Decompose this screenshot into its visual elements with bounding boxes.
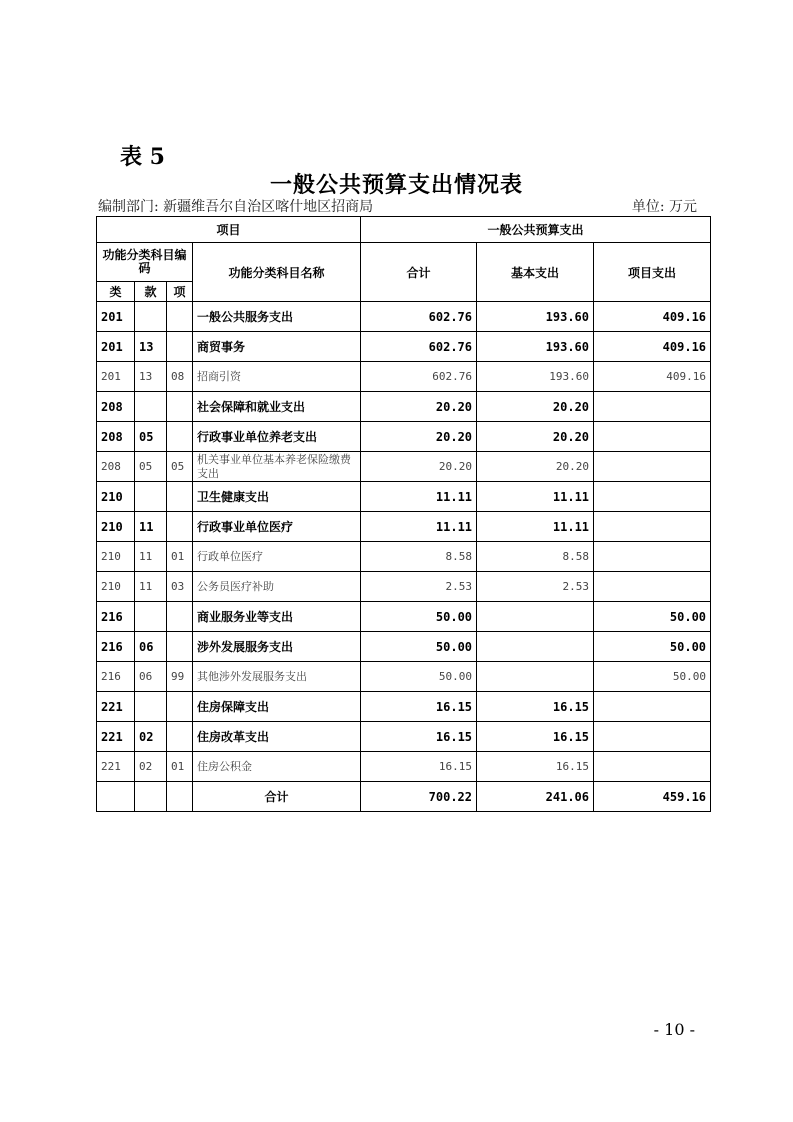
code-xiang	[167, 722, 193, 752]
item-name: 住房改革支出	[193, 722, 361, 752]
code-lei: 201	[97, 332, 135, 362]
total-empty-cell	[135, 782, 167, 812]
amount-project	[594, 512, 711, 542]
amount-project	[594, 722, 711, 752]
table-row	[97, 422, 711, 452]
code-kuan: 02	[135, 752, 167, 782]
code-kuan: 05	[135, 452, 167, 482]
total-empty-cell	[97, 782, 135, 812]
code-kuan: 13	[135, 362, 167, 392]
amount-total: 16.15	[361, 752, 477, 782]
amount-basic: 16.15	[477, 722, 594, 752]
code-kuan: 06	[135, 662, 167, 692]
amount-total: 16.15	[361, 722, 477, 752]
code-lei: 221	[97, 692, 135, 722]
table-row	[97, 302, 711, 332]
code-kuan: 11	[135, 542, 167, 572]
amount-basic: 16.15	[477, 692, 594, 722]
code-lei: 210	[97, 482, 135, 512]
header-project: 项目支出	[594, 243, 711, 302]
code-lei: 201	[97, 362, 135, 392]
budget-table	[96, 216, 711, 812]
amount-basic	[477, 632, 594, 662]
unit-label: 单位: 万元	[631, 199, 697, 215]
code-xiang: 03	[167, 572, 193, 602]
code-lei: 210	[97, 512, 135, 542]
item-name: 机关事业单位基本养老保险缴费支出	[193, 452, 361, 482]
code-xiang	[167, 512, 193, 542]
amount-basic: 11.11	[477, 482, 594, 512]
amount-total: 8.58	[361, 542, 477, 572]
total-label: 合计	[193, 782, 361, 812]
amount-total: 2.53	[361, 572, 477, 602]
code-kuan: 02	[135, 722, 167, 752]
total-empty-cell	[167, 782, 193, 812]
item-name: 住房公积金	[193, 752, 361, 782]
code-lei: 216	[97, 632, 135, 662]
header-kuan: 款	[135, 282, 167, 302]
item-name: 商贸事务	[193, 332, 361, 362]
table-row	[97, 572, 711, 602]
amount-project: 50.00	[594, 602, 711, 632]
amount-project	[594, 752, 711, 782]
amount-total: 11.11	[361, 482, 477, 512]
header-total: 合计	[361, 243, 477, 302]
item-name: 行政事业单位医疗	[193, 512, 361, 542]
amount-basic: 16.15	[477, 752, 594, 782]
header-code-group: 功能分类科目编码	[97, 243, 193, 282]
code-kuan: 11	[135, 572, 167, 602]
table-row	[97, 722, 711, 752]
amount-project	[594, 572, 711, 602]
amount-basic: 20.20	[477, 422, 594, 452]
code-lei: 201	[97, 302, 135, 332]
department-label: 编制部门: 新疆维吾尔自治区喀什地区招商局	[98, 199, 374, 215]
table-row	[97, 692, 711, 722]
amount-project	[594, 542, 711, 572]
code-kuan	[135, 302, 167, 332]
amount-project	[594, 692, 711, 722]
amount-basic: 193.60	[477, 332, 594, 362]
code-xiang	[167, 302, 193, 332]
table-row	[97, 482, 711, 512]
item-name: 卫生健康支出	[193, 482, 361, 512]
total-row	[97, 782, 711, 812]
item-name: 招商引资	[193, 362, 361, 392]
code-lei: 208	[97, 452, 135, 482]
amount-project	[594, 392, 711, 422]
code-lei: 216	[97, 662, 135, 692]
code-xiang	[167, 422, 193, 452]
item-name: 涉外发展服务支出	[193, 632, 361, 662]
amount-total: 16.15	[361, 692, 477, 722]
code-xiang	[167, 632, 193, 662]
code-kuan	[135, 602, 167, 632]
header-budget: 一般公共预算支出	[361, 217, 711, 243]
amount-basic: 20.20	[477, 392, 594, 422]
table-row	[97, 602, 711, 632]
item-name: 行政单位医疗	[193, 542, 361, 572]
amount-basic: 193.60	[477, 362, 594, 392]
amount-project: 50.00	[594, 632, 711, 662]
amount-project	[594, 422, 711, 452]
table-row	[97, 512, 711, 542]
code-kuan: 13	[135, 332, 167, 362]
header-basic: 基本支出	[477, 243, 594, 302]
code-kuan	[135, 392, 167, 422]
amount-basic: 11.11	[477, 512, 594, 542]
header-name: 功能分类科目名称	[193, 243, 361, 302]
code-kuan: 06	[135, 632, 167, 662]
amount-total: 602.76	[361, 332, 477, 362]
code-lei: 210	[97, 542, 135, 572]
item-name: 行政事业单位养老支出	[193, 422, 361, 452]
amount-project: 50.00	[594, 662, 711, 692]
code-xiang	[167, 602, 193, 632]
code-xiang	[167, 482, 193, 512]
code-kuan	[135, 482, 167, 512]
table-row	[97, 752, 711, 782]
amount-total: 50.00	[361, 632, 477, 662]
amount-total: 11.11	[361, 512, 477, 542]
amount-project	[594, 482, 711, 512]
code-kuan: 11	[135, 512, 167, 542]
table-row	[97, 452, 711, 482]
code-lei: 221	[97, 752, 135, 782]
amount-total: 20.20	[361, 422, 477, 452]
amount-total: 50.00	[361, 662, 477, 692]
item-name: 商业服务业等支出	[193, 602, 361, 632]
amount-basic: 2.53	[477, 572, 594, 602]
amount-total: 602.76	[361, 362, 477, 392]
table-number: 表 5	[120, 144, 165, 170]
table-row	[97, 632, 711, 662]
code-xiang	[167, 692, 193, 722]
code-lei: 216	[97, 602, 135, 632]
total-amount: 700.22	[361, 782, 477, 812]
amount-basic	[477, 662, 594, 692]
amount-total: 20.20	[361, 392, 477, 422]
amount-project: 409.16	[594, 362, 711, 392]
page-number: - 10 -	[653, 1020, 695, 1039]
amount-basic: 8.58	[477, 542, 594, 572]
table-row	[97, 362, 711, 392]
amount-project: 409.16	[594, 332, 711, 362]
page-title: 一般公共预算支出情况表	[269, 172, 523, 198]
code-lei: 208	[97, 422, 135, 452]
amount-total: 602.76	[361, 302, 477, 332]
amount-total: 20.20	[361, 452, 477, 482]
code-xiang: 99	[167, 662, 193, 692]
table-row	[97, 392, 711, 422]
amount-basic: 20.20	[477, 452, 594, 482]
item-name: 公务员医疗补助	[193, 572, 361, 602]
code-kuan	[135, 692, 167, 722]
item-name: 其他涉外发展服务支出	[193, 662, 361, 692]
item-name: 住房保障支出	[193, 692, 361, 722]
header-item: 项目	[97, 217, 361, 243]
table-row	[97, 542, 711, 572]
item-name: 一般公共服务支出	[193, 302, 361, 332]
amount-total: 50.00	[361, 602, 477, 632]
code-xiang	[167, 392, 193, 422]
code-xiang: 08	[167, 362, 193, 392]
header-xiang: 项	[167, 282, 193, 302]
item-name: 社会保障和就业支出	[193, 392, 361, 422]
code-xiang: 05	[167, 452, 193, 482]
amount-project	[594, 452, 711, 482]
total-project: 459.16	[594, 782, 711, 812]
table-row	[97, 662, 711, 692]
amount-basic	[477, 602, 594, 632]
header-lei: 类	[97, 282, 135, 302]
code-lei: 210	[97, 572, 135, 602]
table-row	[97, 332, 711, 362]
amount-project: 409.16	[594, 302, 711, 332]
table-body	[97, 302, 711, 782]
code-kuan: 05	[135, 422, 167, 452]
code-xiang	[167, 332, 193, 362]
amount-basic: 193.60	[477, 302, 594, 332]
code-lei: 221	[97, 722, 135, 752]
total-basic: 241.06	[477, 782, 594, 812]
code-lei: 208	[97, 392, 135, 422]
code-xiang: 01	[167, 752, 193, 782]
code-xiang: 01	[167, 542, 193, 572]
